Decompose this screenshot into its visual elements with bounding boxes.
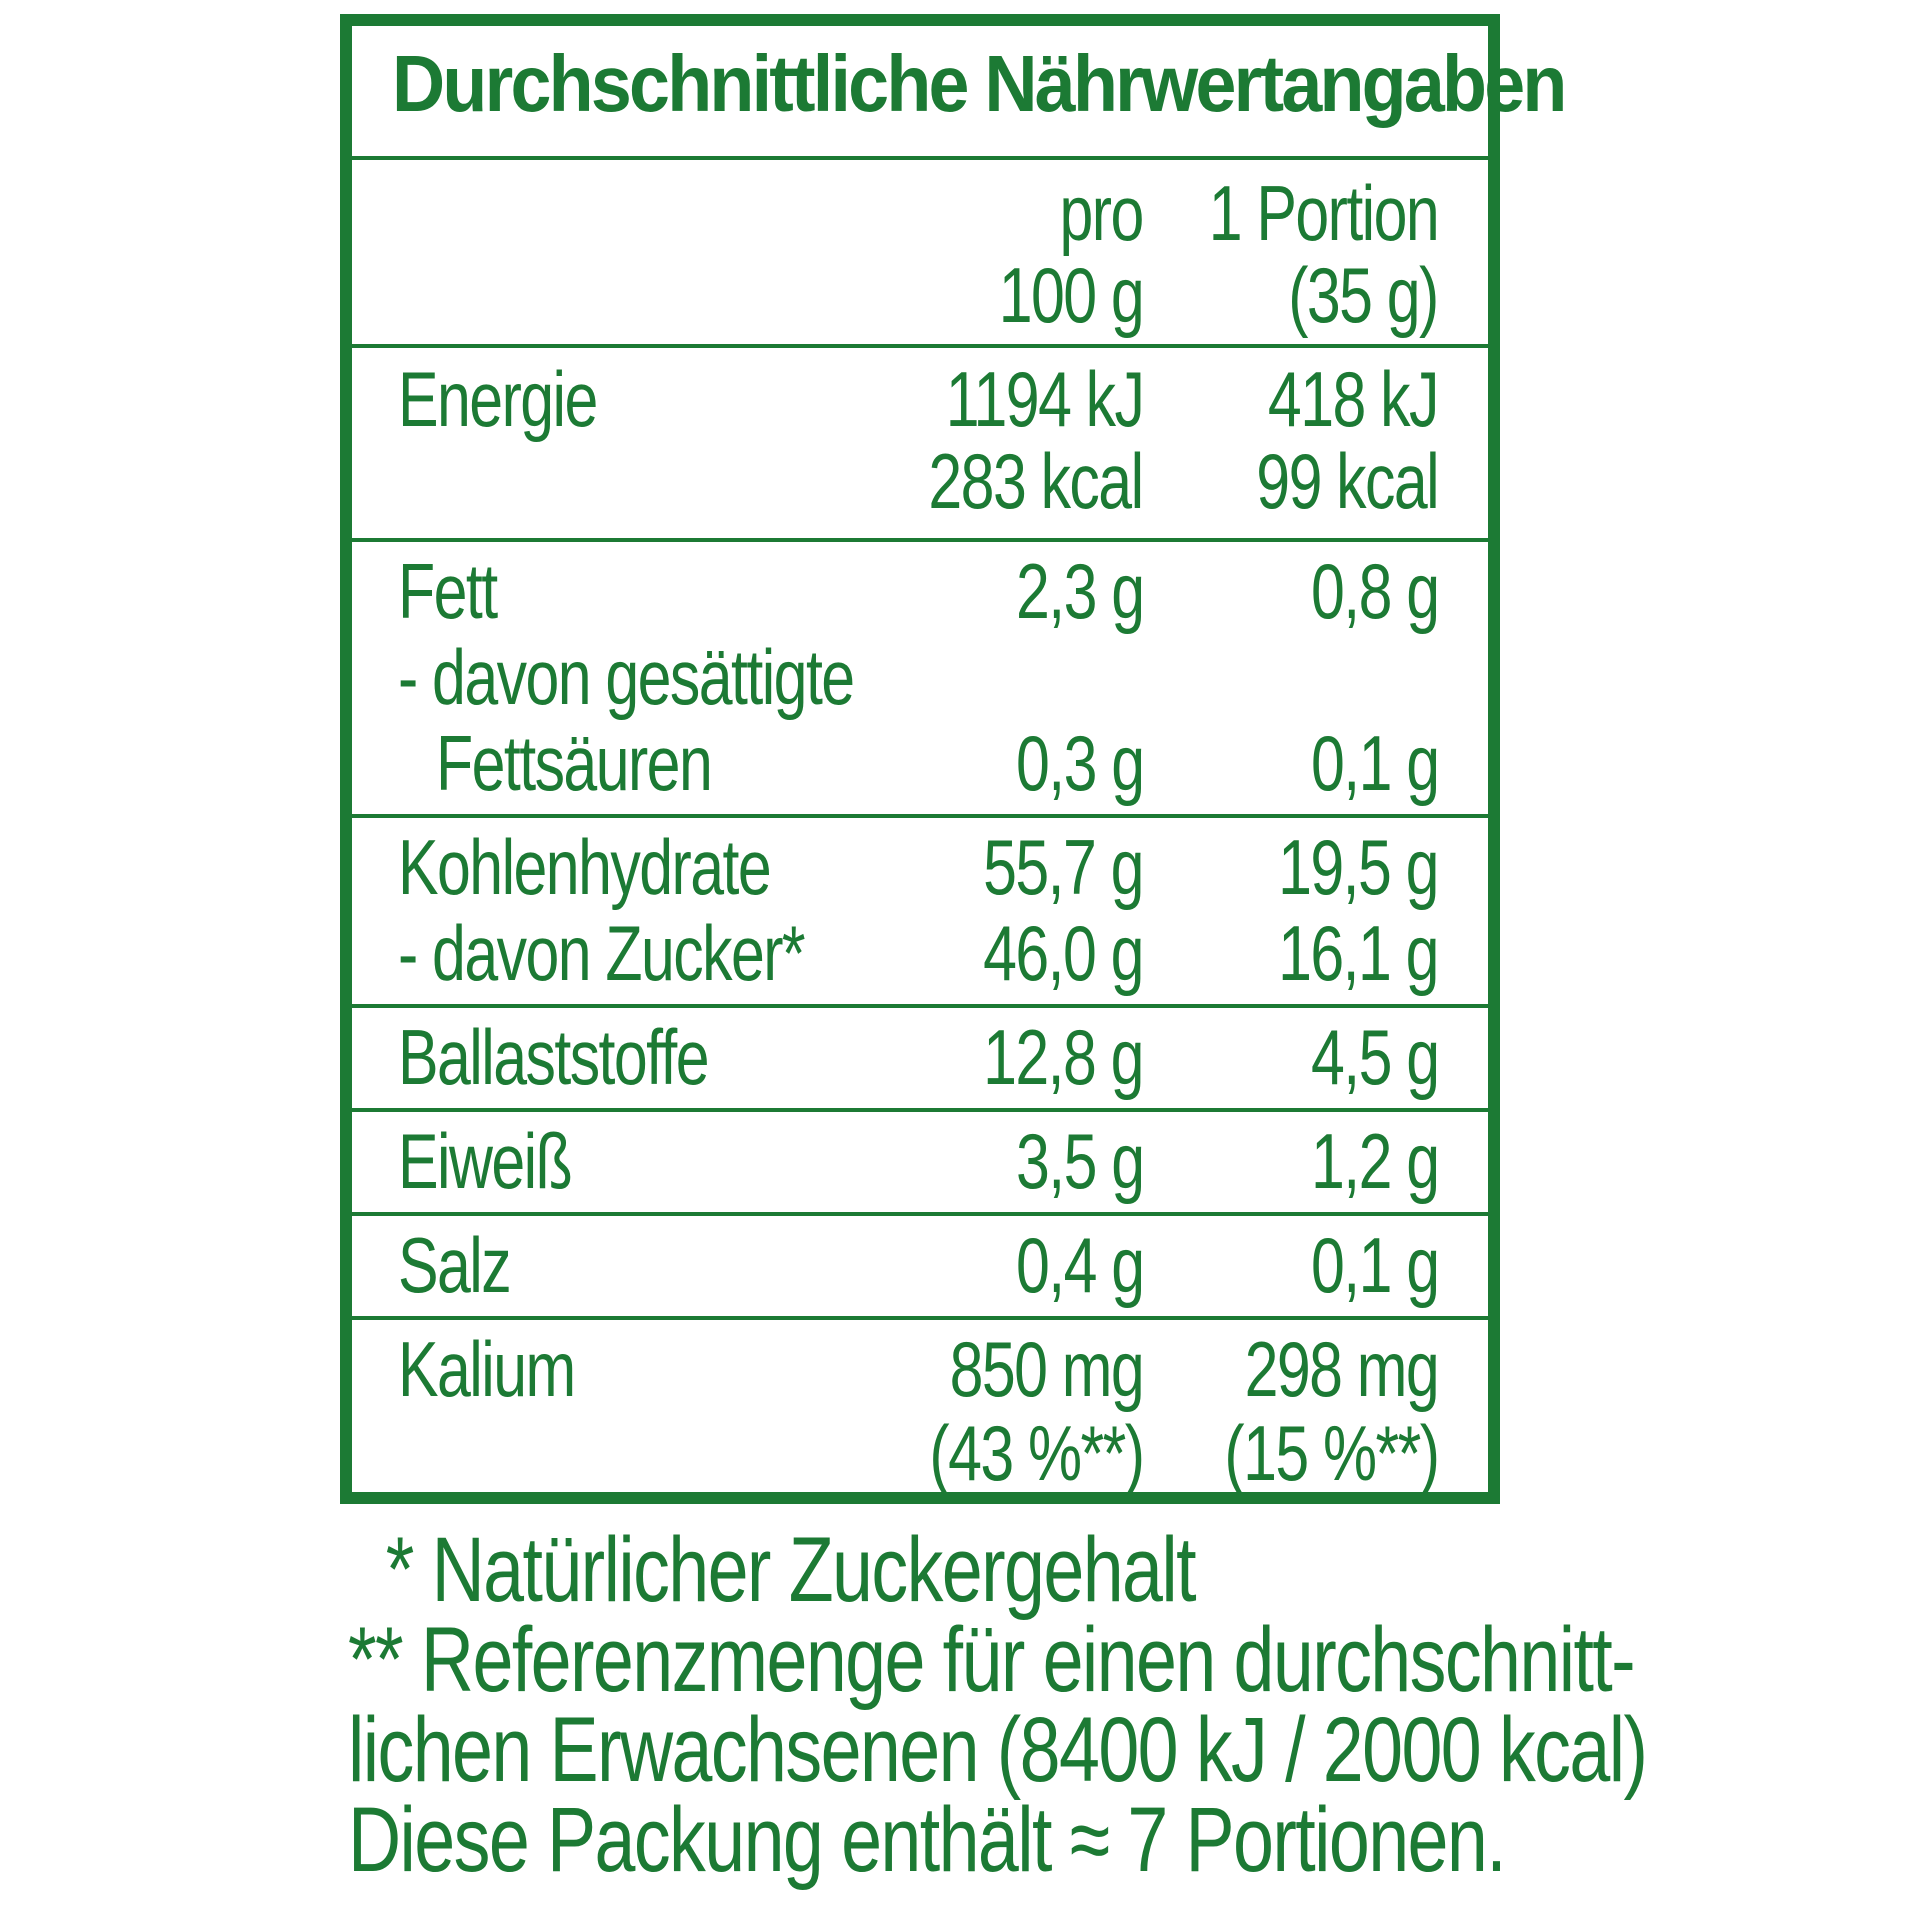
- footnotes: [348, 1519, 1748, 1891]
- row-label: Energie: [398, 355, 597, 443]
- sub-row-label: - davon Zucker*: [398, 909, 805, 997]
- value-portion: 19,5 g: [1278, 823, 1438, 911]
- value-portion: 4,5 g: [1310, 1013, 1438, 1101]
- value-100g-percent: (43 %**): [928, 1409, 1143, 1497]
- value-portion-kj: 418 kJ: [1268, 355, 1438, 443]
- title-row: [352, 26, 1565, 160]
- row-label: Eiweiß: [398, 1117, 572, 1205]
- nutrition-table: [340, 14, 1565, 1504]
- row-label: Kalium: [398, 1325, 575, 1413]
- row-kalium: [352, 1320, 1488, 1504]
- table-title: Durchschnittliche Nährwertangaben: [392, 39, 1565, 128]
- value-portion-kcal: 99 kcal: [1256, 437, 1438, 525]
- row-fett: [352, 542, 1488, 818]
- header-row: [352, 160, 1488, 348]
- sub-value-100g: 0,3 g: [1015, 719, 1143, 807]
- value-portion-percent: (15 %**): [1223, 1409, 1438, 1497]
- row-kohlenhydrate: [352, 818, 1488, 1008]
- row-ballaststoffe: [352, 1008, 1488, 1112]
- value-100g-kcal: 283 kcal: [928, 437, 1143, 525]
- header-portion-line1: 1 Portion: [1208, 169, 1438, 257]
- value-portion: 0,1 g: [1310, 1221, 1438, 1309]
- value-100g: 3,5 g: [1015, 1117, 1143, 1205]
- header-100g-line1: pro: [1059, 169, 1143, 257]
- row-label: Kohlenhydrate: [398, 823, 771, 911]
- value-portion: 298 mg: [1244, 1325, 1438, 1413]
- sub-value-portion: 0,1 g: [1310, 719, 1438, 807]
- value-portion: 0,8 g: [1310, 547, 1438, 635]
- value-100g: 12,8 g: [983, 1013, 1143, 1101]
- footnote-reference-line1: ** Referenzmenge für einen durchschnitt-: [348, 1609, 1635, 1711]
- row-label: Salz: [398, 1221, 511, 1309]
- footnote-portions: Diese Packung enthält ≈ 7 Portionen.: [348, 1789, 1506, 1891]
- sub-row-label-line1: - davon gesättigte: [398, 633, 854, 721]
- sub-row-label-line2: Fettsäuren: [436, 719, 712, 807]
- footnote-sugar: * Natürlicher Zuckergehalt: [348, 1519, 1195, 1621]
- value-100g: 0,4 g: [1015, 1221, 1143, 1309]
- value-100g: 55,7 g: [983, 823, 1143, 911]
- value-100g: 2,3 g: [1015, 547, 1143, 635]
- header-portion-line2: (35 g): [1288, 251, 1438, 339]
- value-portion: 1,2 g: [1310, 1117, 1438, 1205]
- row-salz: [352, 1216, 1488, 1320]
- row-eiweiss: [352, 1112, 1488, 1216]
- footnote-reference-line2: lichen Erwachsenen (8400 kJ / 2000 kcal): [348, 1699, 1647, 1801]
- sub-value-portion: 16,1 g: [1278, 909, 1438, 997]
- value-100g: 850 mg: [949, 1325, 1143, 1413]
- row-energie: [352, 348, 1488, 542]
- value-100g-kj: 1194 kJ: [945, 355, 1143, 443]
- row-label: Ballaststoffe: [398, 1013, 709, 1101]
- row-label: Fett: [398, 547, 497, 635]
- header-100g-line2: 100 g: [998, 251, 1143, 339]
- sub-value-100g: 46,0 g: [983, 909, 1143, 997]
